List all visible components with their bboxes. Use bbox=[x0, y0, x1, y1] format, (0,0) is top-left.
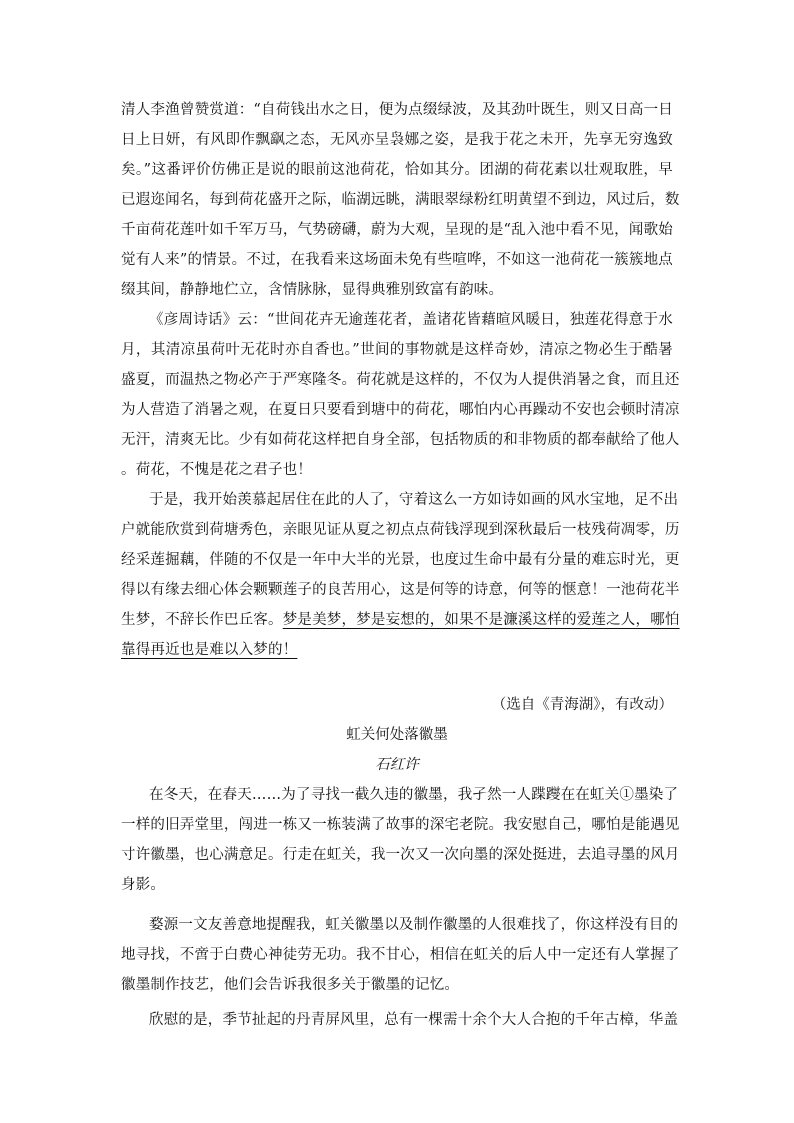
text-line: 无汗，清爽无比。少有如荷花这样把自身全部，包括物质的和非物质的都奉献给了他人 bbox=[121, 432, 680, 448]
text-line: 《彦周诗话》云：“世间花卉无逾莲花者，盖诸花皆藉暄风暖日，独莲花得意于水 bbox=[149, 312, 673, 328]
text-line: 一样的旧弄堂里，闯进一栋又一栋装满了故事的深宅老院。我安慰自己，哪怕是能遇见 bbox=[121, 817, 680, 833]
underlined-sentence: 靠得再近也是难以入梦的！ bbox=[121, 642, 298, 658]
text-line: 寸许徽墨，也心满意足。行走在虹关，我一次又一次向墨的深处挺进，去追寻墨的风月 bbox=[121, 847, 680, 863]
source-note: （选自《青海湖》，有改动） bbox=[491, 697, 673, 713]
text-line: 觉有人来”的情景。不过，在我看来这场面未免有些喧哗，不如这一池荷花一簇簇地点 bbox=[121, 252, 673, 268]
text-line: 于是，我开始羡慕起居住在此的人了，守着这么一方如诗如画的风水宝地，足不出 bbox=[149, 492, 679, 508]
text-line: 徽墨制作技艺，他们会告诉我很多关于徽墨的记忆。 bbox=[121, 977, 460, 993]
text-line bbox=[121, 608, 680, 632]
text-line: 为人营造了消暑之观，在夏日只要看到塘中的荷花，哪怕内心再躁动不安也会顿时清凉 bbox=[121, 402, 680, 418]
text-line: 盛夏，而温热之物必产于严寒隆冬。荷花就是这样的，不仅为人提供消暑之食，而且还 bbox=[121, 372, 680, 388]
text-line: 身影。 bbox=[121, 877, 166, 893]
text-line: 千亩荷花莲叶如千军万马，气势磅礴，蔚为大观，呈现的是“乱入池中看不见，闻歌始 bbox=[121, 222, 673, 238]
text-segment: 生梦，不辞长作巴丘客。 bbox=[121, 612, 283, 628]
text-line: 已遐迩闻名，每到荷花盛开之际，临湖远眺，满眼翠绿粉红明黄望不到边，风过后，数 bbox=[121, 192, 680, 208]
text-line: 月，其清凉虽荷叶无花时亦自香也。”世间的事物就是这样奇妙，清凉之物必生于酷暑 bbox=[121, 342, 673, 358]
underlined-sentence: 梦是美梦，梦是妄想的，如果不是濂溪这样的爱莲之人，哪怕 bbox=[282, 612, 680, 628]
text-line: 户就能欣赏到荷塘秀色，亲眼见证从夏之初点点荷钱浮现到深秋最后一枝残荷凋零，历 bbox=[121, 522, 680, 538]
text-line: 缀其间，静静地伫立，含情脉脉，显得典雅别致富有韵味。 bbox=[121, 282, 504, 298]
article-title: 虹关何处落徽墨 bbox=[346, 727, 448, 743]
text-line: 婺源一文友善意地提醒我，虹关徽墨以及制作徽墨的人很难找了，你这样没有目的 bbox=[149, 917, 679, 933]
text-line: 在冬天，在春天……为了寻找一截久违的徽墨，我孑然一人蹀躞在在虹关①墨染了 bbox=[149, 787, 679, 803]
text-line: 。荷花，不愧是花之君子也！ bbox=[121, 462, 313, 478]
text-line: 日上日妍，有风即作飘飖之态，无风亦呈袅娜之姿，是我于花之未开，先享无穷逸致 bbox=[121, 132, 673, 148]
article-author: 石红许 bbox=[375, 757, 419, 773]
text-line: 得以有缘去细心体会颗颗莲子的良苦用心，这是何等的诗意，何等的惬意！一池荷花半 bbox=[121, 582, 680, 598]
text-line: 地寻找，不啻于白费心神徒劳无功。我不甘心，相信在虹关的后人中一定还有人掌握了 bbox=[121, 947, 680, 963]
text-line: 欣慰的是，季节扯起的丹青屏风里，总有一棵需十余个大人合抱的千年古樟，华盖 bbox=[149, 1012, 679, 1028]
text-line: 清人李渔曾赞赏道：“自荷钱出水之日，便为点缀绿波，及其劲叶既生，则又日高一日 bbox=[121, 102, 673, 118]
text-line: 矣。”这番评价仿佛正是说的眼前这池荷花，恰如其分。团湖的荷花素以壮观取胜，早 bbox=[121, 162, 673, 178]
text-line: 经采莲掘藕，伴随的不仅是一年中大半的光景，也度过生命中最有分量的难忘时光，更 bbox=[121, 552, 680, 568]
